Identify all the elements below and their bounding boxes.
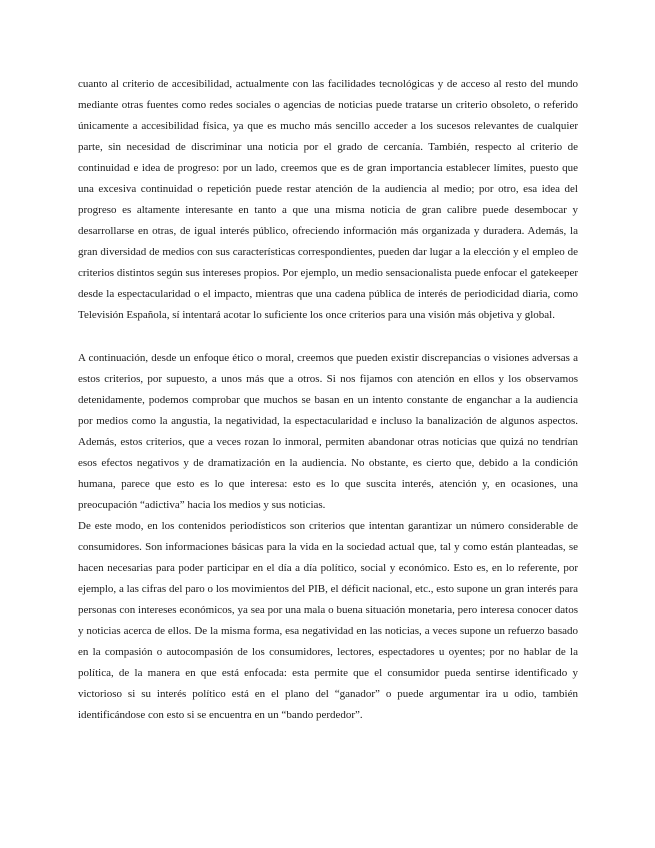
- paragraph-2: A continuación, desde un enfoque ético o moral, creemos que pueden existir discrepancias o visiones adversas a estos criterios, por supuesto, a unos más que a otros. Si nos fijamos con atención en ellos y los observamos detenidamente, podemos comprobar que muchos se basan en un intento constante de enganchar a la audiencia por medios como la angustia, la negatividad, la espectacularidad e incluso la banalización de algunos aspectos. Además, estos criterios, que a veces rozan lo inmoral, permiten abandonar otras noticias que quizá no tendrían esos efectos negativos y de dramatización en la audiencia. No obstante, es cierto que, debido a la condición humana, parece que esto es lo que interesa: esto es lo que suscita interés, atención y, en ocasiones, una preocupación “adictiva” hacia los medios y sus noticias.: [78, 352, 578, 511]
- paragraph-1: cuanto al criterio de accesibilidad, actualmente con las facilidades tecnológicas y de acceso al resto del mundo mediante otras fuentes como redes sociales o agencias de noticias puede tratarse un criterio obsoleto, o referido únicamente a accesibilidad física, ya que es mucho más sencillo acceder a los sucesos relevantes de cualquier parte, sin necesidad de discriminar una noticia por el grado de cercanía. También, respecto al criterio de continuidad e idea de progreso: por un lado, creemos que es de gran importancia establecer límites, puesto que una excesiva continuidad o repetición puede restar atención de la audiencia al medio; por otro, esa idea del progreso es altamente interesante en tanto a que una misma noticia de gran calibre puede desembocar y desarrollarse en otras, de igual interés público, ofreciendo información más organizada y duradera. Además, la gran diversidad de medios con sus características correspondientes, pueden dar lugar a la elección y el empleo de criterios distintos según sus intereses propios. Por ejemplo, un medio sensacionalista puede enfocar el gatekeeper desde la espectacularidad o el impacto, mientras que una cadena pública de interés de periodicidad diaria, como Televisión Española, sí intentará acotar lo suficiente los once criterios para una visión más objetiva y global.: [78, 78, 578, 321]
- paragraph-3: De este modo, en los contenidos periodísticos son criterios que intentan garantizar un número considerable de consumidores. Son informaciones básicas para la vida en la sociedad actual que, tal y como están planteadas, se hacen necesarias para poder participar en el día a día político, social y económico. Esto es, en lo referente, por ejemplo, a las cifras del paro o los movimientos del PIB, el déficit nacional, etc., esto supone un gran interés para personas con intereses económicos, ya sea por una mala o buena situación monetaria, pero interesa conocer datos y noticias acerca de ellos. De la misma forma, esa negatividad en las noticias, a veces supone un refuerzo basado en la compasión o autocompasión de los consumidores, lectores, espectadores u oyentes; por no hablar de la política, de la manera en que está enfocada: esta permite que el consumidor pueda sentirse identificado y victorioso si su interés político está en el plano del “ganador” o puede argumentar ira u odio, también identificándose con esto si se encuentra en un “bando perdedor”.: [78, 520, 578, 721]
